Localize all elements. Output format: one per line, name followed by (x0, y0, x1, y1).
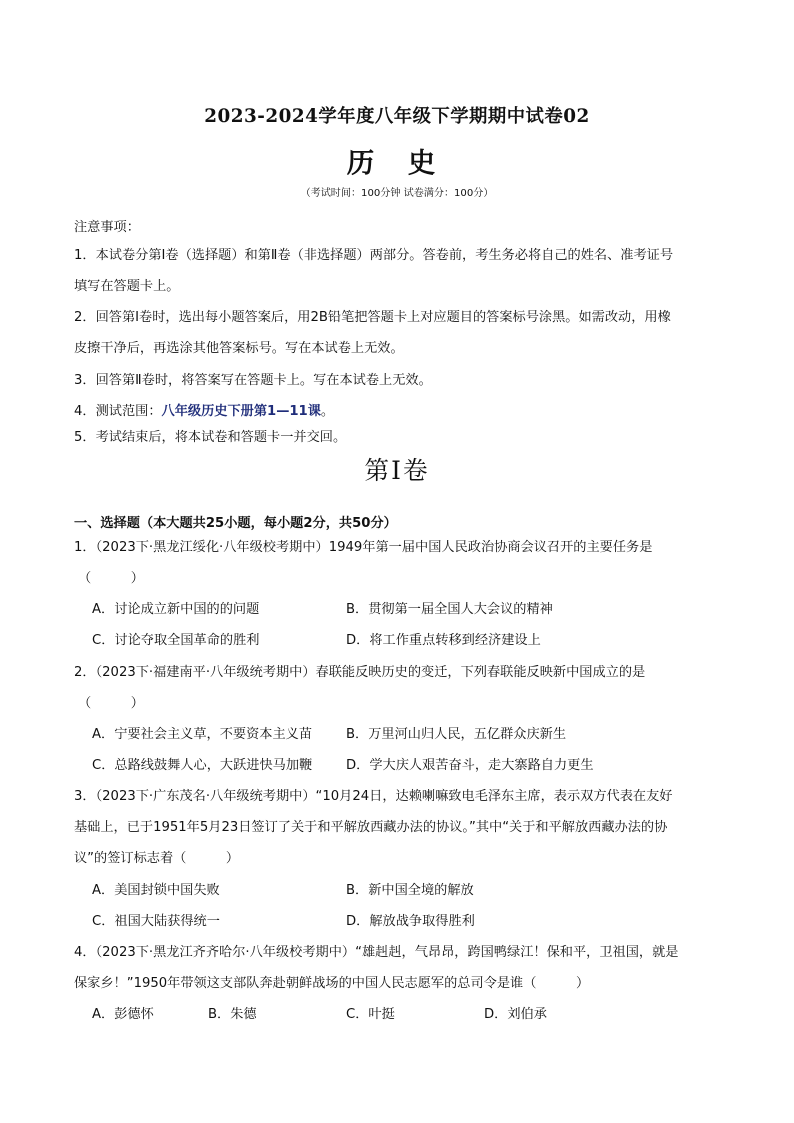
notice-heading: 注意事项： (74, 220, 140, 235)
notice-item-2-line-2: 皮擦干净后，再选涂其他答案标号。写在本试卷上无效。 (74, 341, 404, 356)
question-4-option-d: D．刘伯承 (484, 1007, 547, 1022)
exam-info: （考试时间：100分钟 试卷满分：100分） (300, 188, 494, 199)
question-4-option-c: C．叶挺 (346, 1007, 395, 1022)
question-3-line-3: 议”的签订标志着（ ） (74, 851, 240, 866)
notice-item-3: 3．回答第Ⅱ卷时，将答案写在答题卡上。写在本试卷上无效。 (74, 373, 432, 388)
notice-item-1-line-2: 填写在答题卡上。 (74, 279, 180, 294)
exam-title: 2023-2024学年度八年级下学期期中试卷02 (204, 106, 590, 127)
volume-title: 第Ⅰ卷 (364, 456, 430, 485)
subject-title: 历 史 (346, 147, 448, 179)
test-scope: 八年级历史下册第1—11课 (161, 404, 321, 419)
question-3-option-c: C．祖国大陆获得统一 (92, 914, 220, 929)
question-3-line-2: 基础上，已于1951年5月23日签订了关于和平解放西藏办法的协议。”其中“关于和平解放西藏办法的协 (74, 820, 668, 835)
notice-item-4-prefix: 4．测试范围： (74, 404, 162, 419)
question-4-line-2: 保家乡！”1950年带领这支部队奔赴朝鲜战场的中国人民志愿军的总司令是谁（ ） (74, 976, 590, 991)
question-4-option-b: B．朱德 (208, 1007, 257, 1022)
notice-item-4-suffix: 。 (320, 404, 335, 419)
question-1-option-b: B．贯彻第一届全国人大会议的精神 (346, 602, 553, 617)
question-3-option-d: D．解放战争取得胜利 (346, 914, 475, 929)
notice-item-4 (74, 402, 334, 422)
question-2-answer-blank: （ ） (78, 696, 144, 711)
question-2-option-d: D．学大庆人艰苦奋斗，走大寨路自力更生 (346, 758, 594, 773)
section-heading: 一、选择题（本大题共25小题，每小题2分，共50分） (74, 516, 397, 531)
question-3-line-1: 3．（2023下·广东茂名·八年级统考期中）“10月24日，达赖喇嘛致电毛泽东主席，表示双方代表在友好 (74, 789, 673, 804)
question-1-option-c: C．讨论夺取全国革命的胜利 (92, 633, 260, 648)
question-2-line-1: 2．（2023下·福建南平·八年级统考期中）春联能反映历史的变迁，下列春联能反映新中国成立的是 (74, 665, 646, 680)
question-1-line-1: 1．（2023下·黑龙江绥化·八年级校考期中）1949年第一届中国人民政治协商会议召开的主要任务是 (74, 540, 653, 555)
question-1-option-d: D．将工作重点转移到经济建设上 (346, 633, 541, 648)
question-3-option-b: B．新中国全境的解放 (346, 883, 474, 898)
question-2-option-b: B．万里河山归人民，五亿群众庆新生 (346, 727, 567, 742)
question-2-option-c: C．总路线鼓舞人心，大跃进快马加鞭 (92, 758, 313, 773)
notice-item-2-line-1: 2．回答第Ⅰ卷时，选出每小题答案后，用2B铅笔把答题卡上对应题目的答案标号涂黑。如需改动，用橡 (74, 310, 671, 325)
question-3-option-a: A．美国封锁中国失败 (92, 883, 220, 898)
question-4-line-1: 4．（2023下·黑龙江齐齐哈尔·八年级校考期中）“雄赳赳，气昂昂，跨国鸭绿江！保和平，卫祖国，就是 (74, 945, 679, 960)
question-4-option-a: A．彭德怀 (92, 1007, 154, 1022)
question-1-option-a: A．讨论成立新中国的的问题 (92, 602, 260, 617)
notice-item-1-line-1: 1．本试卷分第Ⅰ卷（选择题）和第Ⅱ卷（非选择题）两部分。答卷前，考生务必将自己的姓名、准考证号 (74, 248, 674, 263)
notice-item-5: 5．考试结束后，将本试卷和答题卡一并交回。 (74, 430, 347, 445)
question-2-option-a: A．宁要社会主义草，不要资本主义苗 (92, 727, 313, 742)
question-1-answer-blank: （ ） (78, 571, 144, 586)
